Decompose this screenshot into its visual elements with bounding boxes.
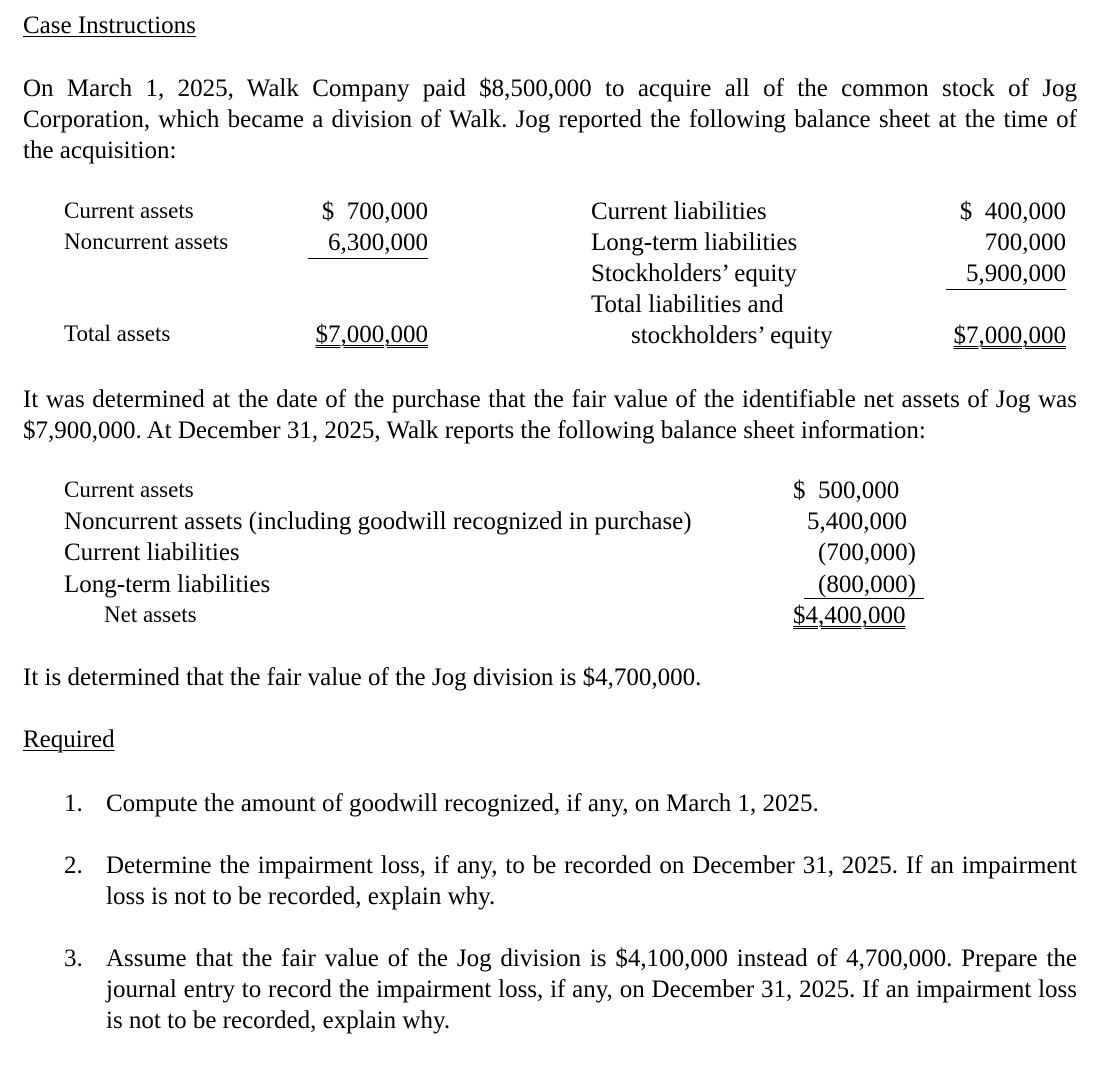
bs1-total-assets-value: $7,000,000 bbox=[315, 321, 428, 348]
bs1-noncurrent-underline bbox=[308, 258, 428, 259]
bs1-current-liabilities-label: Current liabilities bbox=[591, 198, 767, 225]
bs2-current-assets-value: $ 500,000 bbox=[793, 477, 900, 504]
required-item-2 bbox=[64, 850, 1077, 912]
bs1-total-liab-value: $7,000,000 bbox=[953, 322, 1066, 349]
bs1-long-term-liabilities-value: 700,000 bbox=[984, 229, 1066, 256]
required-item-1-number: 1. bbox=[64, 790, 83, 817]
bs1-current-assets-label: Current assets bbox=[64, 198, 194, 223]
required-item-1-text: Compute the amount of goodwill recognized, if any, on March 1, 2025. bbox=[106, 790, 819, 817]
middle-paragraph: It was determined at the date of the purchase that the fair value of the identifiable net assets of Jog was $7,900,000. At December 31, 2025, Walk reports the following balance sheet information: bbox=[23, 386, 1077, 444]
required-item-3 bbox=[64, 943, 1077, 1036]
bs1-total-liab-label-line2: stockholders’ equity bbox=[631, 322, 833, 349]
bs2-current-liabilities-label: Current liabilities bbox=[64, 539, 240, 566]
bs1-stockholders-equity-label: Stockholders’ equity bbox=[591, 260, 797, 287]
required-item-1 bbox=[64, 788, 1077, 819]
bs1-long-term-liabilities-label: Long-term liabilities bbox=[591, 229, 798, 256]
bs1-stockholders-equity-value: 5,900,000 bbox=[966, 260, 1066, 287]
bs1-total-liab-label-line1: Total liabilities and bbox=[591, 291, 784, 318]
required-item-2-number: 2. bbox=[64, 852, 83, 879]
required-item-3-text: Assume that the fair value of the Jog division is $4,100,000 instead of 4,700,000. Prepare the journal entry to record the impairment loss, if any, on December 31, 2025. If an impairment loss is not to be recorded, explain why. bbox=[106, 945, 1077, 1034]
fair-value-sentence: It is determined that the fair value of the Jog division is $4,700,000. bbox=[23, 664, 702, 691]
bs2-noncurrent-assets-label: Noncurrent assets (including goodwill recognized in purchase) bbox=[64, 508, 692, 535]
bs2-noncurrent-assets-value: 5,400,000 bbox=[807, 508, 907, 535]
bs2-long-term-liabilities-value: (800,000) bbox=[818, 571, 916, 598]
bs2-long-term-underline bbox=[804, 598, 924, 599]
required-heading: Required bbox=[23, 726, 115, 753]
bs1-noncurrent-assets-value: 6,300,000 bbox=[328, 229, 428, 256]
bs1-total-assets-label: Total assets bbox=[64, 321, 171, 346]
required-item-2-text: Determine the impairment loss, if any, to be recorded on December 31, 2025. If an impairment loss is not to be recorded, explain why. bbox=[106, 852, 1077, 910]
bs1-equity-underline bbox=[946, 289, 1066, 290]
case-instructions-heading: Case Instructions bbox=[23, 12, 196, 39]
bs1-current-assets-value: $ 700,000 bbox=[321, 198, 428, 225]
bs2-current-liabilities-value: (700,000) bbox=[818, 539, 916, 566]
bs2-net-assets-label: Net assets bbox=[104, 602, 197, 627]
bs1-current-liabilities-value: $ 400,000 bbox=[959, 198, 1066, 225]
bs2-current-assets-label: Current assets bbox=[64, 477, 194, 502]
bs2-net-assets-value: $4,400,000 bbox=[793, 602, 906, 629]
bs2-long-term-liabilities-label: Long-term liabilities bbox=[64, 571, 271, 598]
intro-paragraph: On March 1, 2025, Walk Company paid $8,500,000 to acquire all of the common stock of Jog Corporation, which became a division of Walk. Jog reported the following balance sheet at the time of the acquisition: bbox=[23, 75, 1077, 164]
bs1-noncurrent-assets-label: Noncurrent assets bbox=[64, 229, 229, 254]
required-item-3-number: 3. bbox=[64, 945, 83, 972]
